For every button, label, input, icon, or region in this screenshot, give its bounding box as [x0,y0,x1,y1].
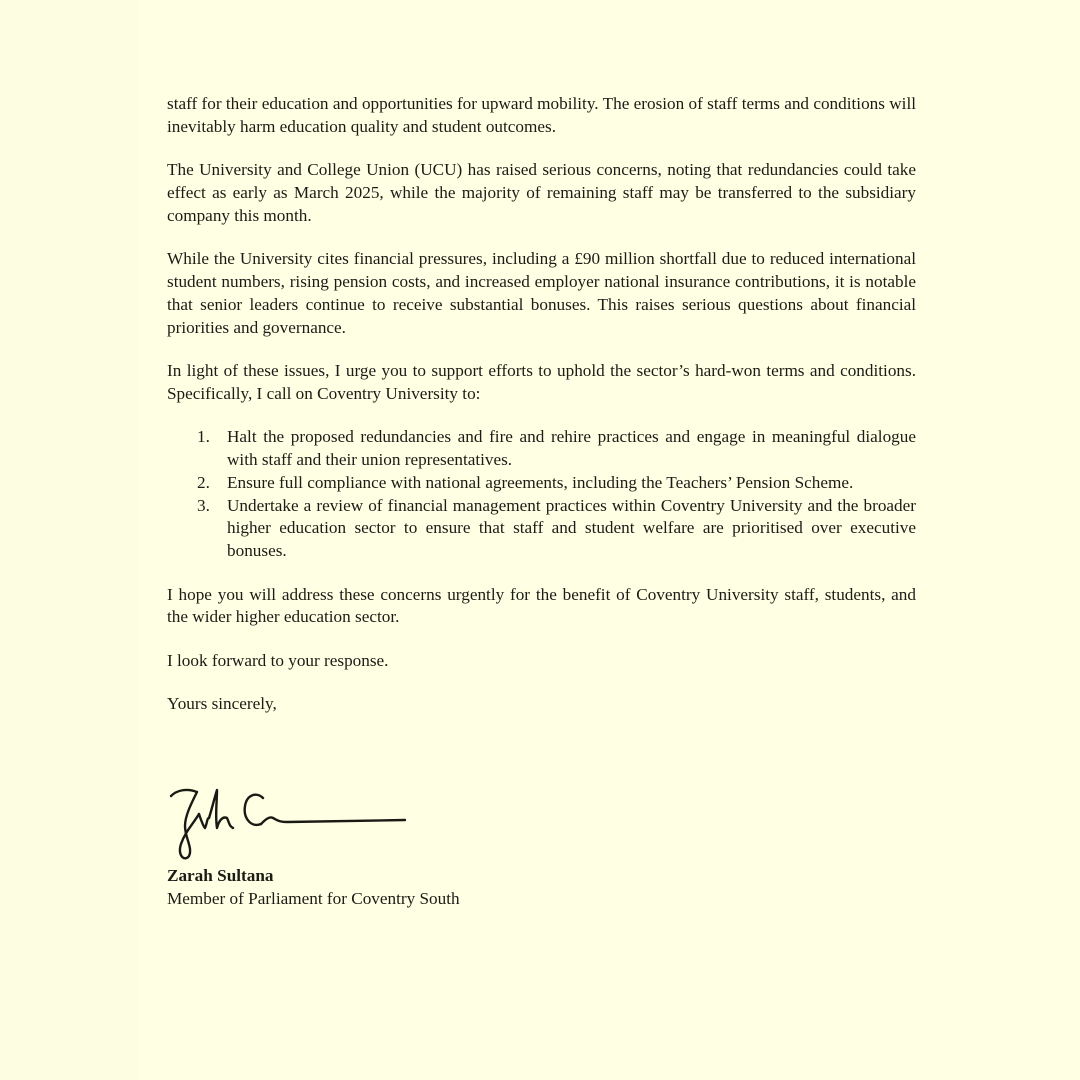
list-item-text: Ensure full compliance with national agreements, including the Teachers’ Pension Scheme. [227,472,854,492]
signatory-name: Zarah Sultana [167,866,274,885]
letter-body [167,93,916,736]
list-item-number: 3. [197,495,210,515]
paragraph-education-impact: staff for their education and opportunities for upward mobility. The erosion of staff terms and conditions will inevitably harm education quality and student outcomes. [167,94,916,136]
signatory-title: Member of Parliament for Coventry South [167,889,460,908]
paragraph-call-to-action: In light of these issues, I urge you to support efforts to uphold the sector’s hard-won terms and conditions. Specifically, I call on Coventry University to: [167,360,916,403]
paragraph-financial-pressures: While the University cites financial pressures, including a £90 million shortfall due to reduced international student numbers, rising pension costs, and increased employer national insurance contributions, it is notable that senior leaders continue to receive substantial bonuses. This raises serious questions about financial priorities and governance. [167,249,916,337]
list-item-number: 1. [197,427,210,447]
list-item [167,495,916,563]
paragraph-urgency: I hope you will address these concerns urgently for the benefit of Coventry University staff, students, and the wider higher education sector. [167,584,916,627]
paragraph-ucu-concerns: The University and College Union (UCU) has raised serious concerns, noting that redundancies could take effect as early as March 2025, while the majority of remaining staff may be transferred to the subsidiary company this month. [167,160,916,225]
signature-icon [167,782,412,860]
list-item-number: 2. [197,472,210,492]
list-item-text: Undertake a review of financial management practices within Coventry University and the broader higher education sector to ensure that staff and student welfare are prioritised over executive bonuses. [227,495,916,561]
demands-list [167,426,916,563]
list-item-text: Halt the proposed redundancies and fire and rehire practices and engage in meaningful dialogue with staff and their union representatives. [227,427,916,469]
list-item [167,426,916,472]
list-item [167,472,916,495]
paragraph-look-forward: I look forward to your response. [167,650,389,670]
closing-salutation: Yours sincerely, [167,694,277,714]
